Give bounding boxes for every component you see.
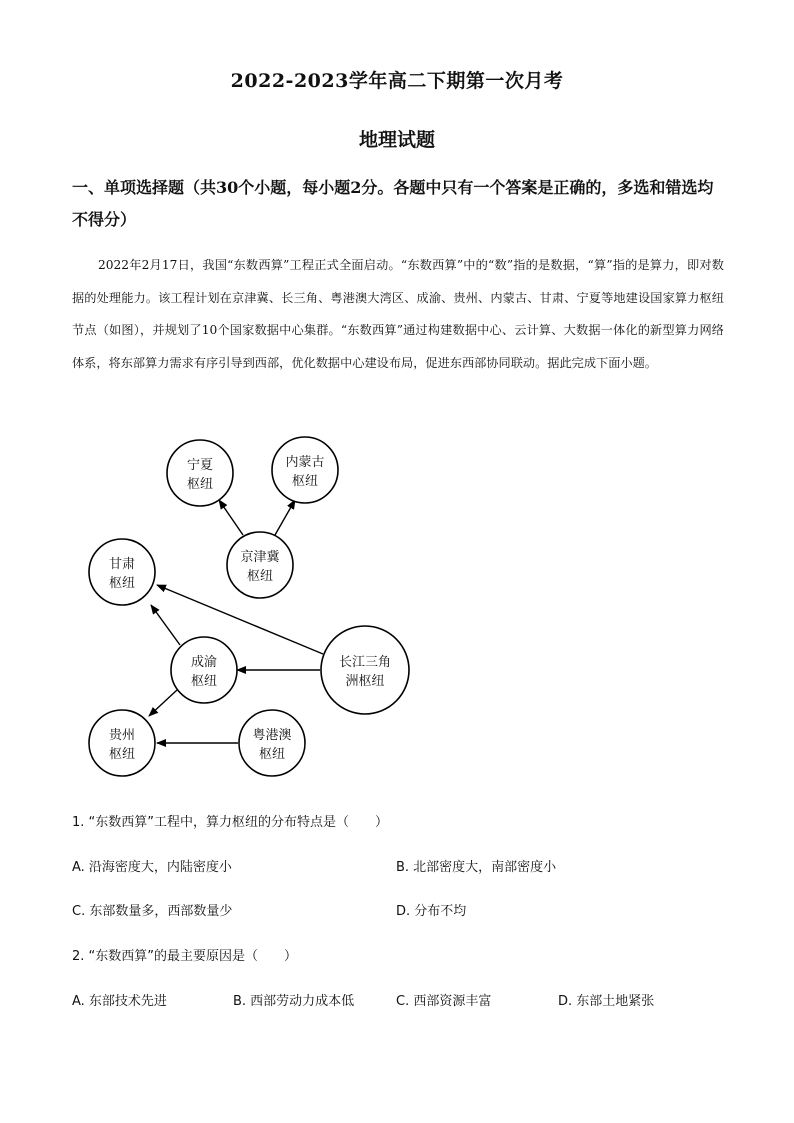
node-guizhou-line1: 贵州 xyxy=(108,728,136,743)
passage-text: 2022年2月17日，我国“东数西算”工程正式全面启动。“东数西算”中的“数”指的是数据，“算”指的是算力，即对数据的处理能力。该工程计划在京津冀、长三角、粤港澳大湾区、成渝、贵州、内蒙古、甘肃、宁夏等地建设国家算力枢纽节点（如图），并规划了10个国家数据中心集群。“东数西算”通过构建数据中心、云计算、大数据一体化的新型算力网络体系，将东部算力需求有序引导到西部，优化数据中心建设布局，促进东西部协同联动。据此完成下面小题。 xyxy=(72,258,724,370)
node-chengyu-line1: 成渝 xyxy=(190,655,218,670)
section-heading: 一、单项选择题（共30个小题，每小题2分。各题中只有一个答案是正确的，多选和错选均不得分） xyxy=(72,178,714,229)
node-neimenggu xyxy=(272,437,338,503)
node-neimenggu-line2: 枢纽 xyxy=(291,474,319,489)
question-1-stem: 1. “东数西算”工程中，算力枢纽的分布特点是（ ） xyxy=(72,815,389,830)
node-gansu xyxy=(89,539,155,605)
question-1-option-c[interactable]: C. 东部数量多，西部数量少 xyxy=(72,904,233,919)
question-1-option-d[interactable]: D. 分布不均 xyxy=(396,904,467,919)
node-chengyu xyxy=(171,637,237,703)
arrow-chengyu-to-gansu xyxy=(151,605,180,645)
node-ningxia-line2: 枢纽 xyxy=(186,477,214,492)
node-ningxia xyxy=(167,440,233,506)
question-2-option-b[interactable]: B. 西部劳动力成本低 xyxy=(233,994,355,1009)
hub-diagram xyxy=(80,425,420,805)
reading-passage xyxy=(72,249,724,379)
exam-subtitle: 地理试题 xyxy=(358,129,435,151)
node-neimenggu-line1: 内蒙古 xyxy=(285,455,325,470)
node-guizhou xyxy=(89,710,155,776)
question-1-option-a[interactable]: A. 沿海密度大，内陆密度小 xyxy=(72,860,232,875)
node-changjiang-line1: 长江三角 xyxy=(338,655,392,670)
node-jingjinji-line1: 京津冀 xyxy=(240,550,280,565)
question-2-stem: 2. “东数西算”的最主要原因是（ ） xyxy=(72,949,298,964)
question-1-option-b[interactable]: B. 北部密度大，南部密度小 xyxy=(396,860,557,875)
node-ningxia-line1: 宁夏 xyxy=(186,458,214,473)
node-changjiang xyxy=(321,626,409,714)
node-chengyu-line2: 枢纽 xyxy=(190,674,218,689)
node-jingjinji xyxy=(227,532,293,598)
question-2-option-d[interactable]: D. 东部土地紧张 xyxy=(558,994,655,1009)
question-2-option-c[interactable]: C. 西部资源丰富 xyxy=(396,994,492,1009)
node-yuegangao xyxy=(239,710,305,776)
node-yuegangao-line1: 粤港澳 xyxy=(252,728,292,743)
node-jingjinji-line2: 枢纽 xyxy=(246,569,274,584)
node-gansu-line2: 枢纽 xyxy=(108,576,136,591)
node-yuegangao-line2: 枢纽 xyxy=(258,747,286,762)
node-changjiang-line2: 洲枢纽 xyxy=(345,674,385,689)
arrow-changjiang-to-gansu xyxy=(157,585,323,654)
arrow-jingjinji-to-ningxia xyxy=(219,500,243,535)
node-gansu-line1: 甘肃 xyxy=(108,557,136,572)
exam-title: 2022-2023学年高二下期第一次月考 xyxy=(230,70,564,92)
node-guizhou-line2: 枢纽 xyxy=(108,747,136,762)
arrow-chengyu-to-guizhou xyxy=(149,690,177,716)
question-2-option-a[interactable]: A. 东部技术先进 xyxy=(72,994,167,1009)
arrow-jingjinji-to-neimenggu xyxy=(275,500,295,535)
